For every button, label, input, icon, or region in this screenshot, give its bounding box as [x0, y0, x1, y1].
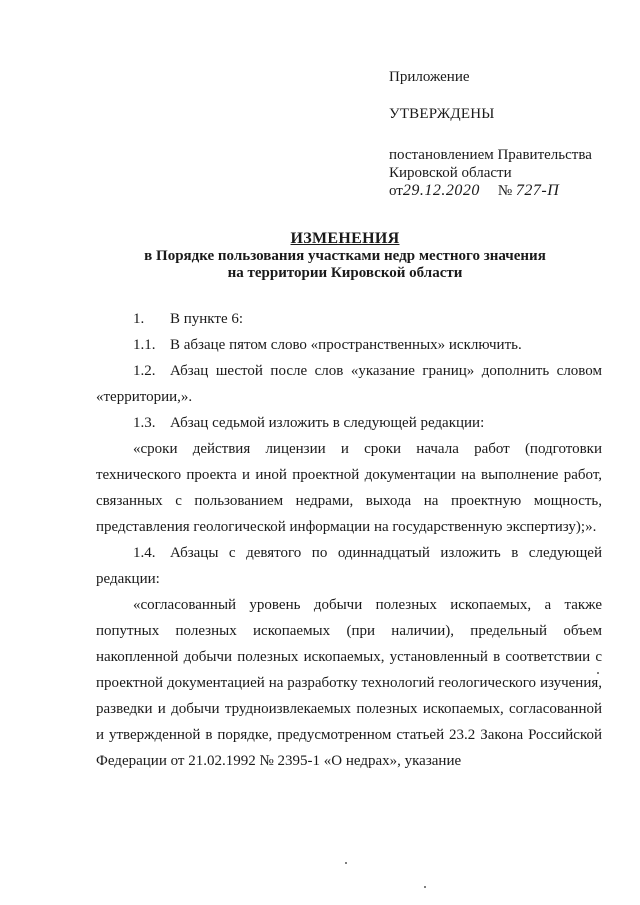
approved-label: УТВЕРЖДЕНЫ [389, 106, 495, 122]
title-line-2: в Порядке пользования участками недр местного значения [144, 248, 546, 264]
quoted-paragraph-1: «сроки действия лицензии и сроки начала работ (подготовки технического проекта и иной проектной документации на выполнение работ, связанных с пользованием недрами, выхода на проектную мощность, представления геологической информации на государственную экспертизу);». [96, 441, 602, 535]
number-label: № [497, 183, 513, 199]
quoted-paragraph-2: «согласованный уровень добычи полезных ископаемых, а также попутных полезных ископаемых (при наличии), предельный объем накопленной добычи полезных ископаемых, установленный в соответствии с проектной документацией на разработку технологий геологического изучения, разведки и добычи трудноизвлекаемых полезных ископаемых, согласованной и утвержденной в порядке, предусмотренном статьей 23.2 Закона Российской Федерации от 21.02.1992 № 2395-1 «О недрах», указание [96, 597, 602, 769]
item-1 [96, 306, 602, 332]
item-number: 1.1. [133, 337, 156, 353]
item-text: Абзацы с девятого по одиннадцатый изложить в следующей [170, 545, 602, 561]
document-title [80, 230, 610, 282]
scan-speck [345, 862, 347, 864]
decree-line-2: Кировской области [389, 165, 512, 181]
scan-speck [424, 886, 426, 888]
decree-line-1: постановлением Правительства [389, 147, 592, 163]
item-1-4 [96, 540, 602, 566]
item-number: 1.2. [133, 363, 156, 379]
handwritten-number: 727-П [515, 182, 560, 199]
item-text: В абзаце пятом слово «пространственных» исключить. [170, 337, 522, 353]
title-main: ИЗМЕНЕНИЯ [290, 230, 400, 247]
title-line-3: на территории Кировской области [227, 265, 463, 281]
item-text: Абзац седьмой изложить в следующей редакции: [170, 415, 485, 431]
item-text: В пункте 6: [170, 311, 244, 327]
item-1-4-continuation: редакции: [96, 571, 160, 587]
appendix-label: Приложение [389, 69, 470, 85]
item-number: 1. [133, 311, 145, 327]
approval-block [389, 68, 629, 200]
item-text: Абзац шестой после слов «указание границ» дополнить словом [170, 363, 602, 379]
date-number-line [389, 182, 629, 200]
item-1-2 [96, 358, 602, 384]
scan-speck [597, 672, 599, 674]
item-1-1 [96, 332, 602, 358]
item-number: 1.4. [133, 545, 156, 561]
item-1-2-continuation: «территории,». [96, 389, 193, 405]
item-number: 1.3. [133, 415, 156, 431]
handwritten-date: 29.12.2020 [402, 182, 480, 199]
from-label: от [389, 183, 403, 199]
document-body [96, 306, 602, 774]
item-1-3 [96, 410, 602, 436]
